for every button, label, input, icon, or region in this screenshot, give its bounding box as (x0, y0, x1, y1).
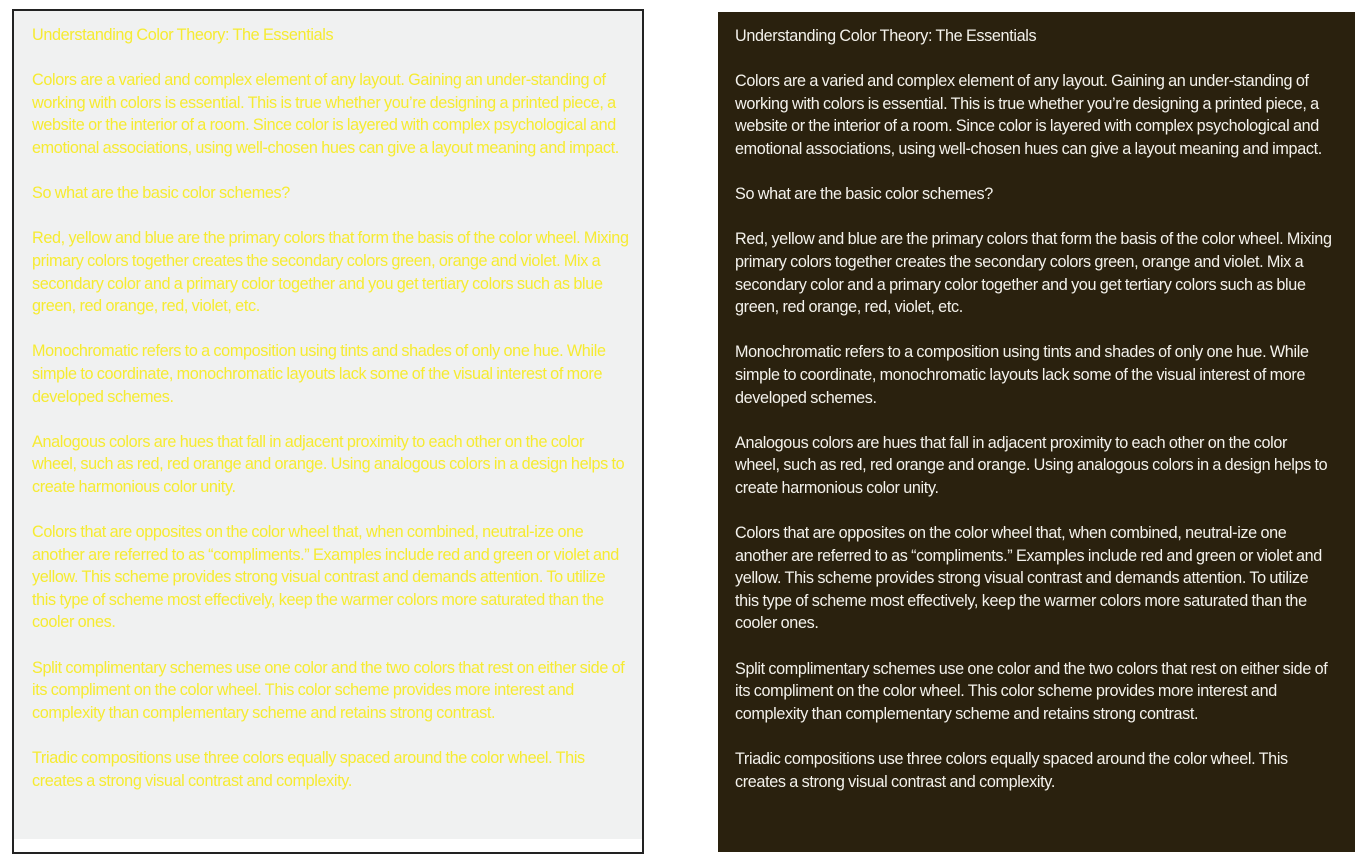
article-paragraph: Monochromatic refers to a composition using tints and shades of only one hue. While simple to coordinate, monochromatic layouts lack some of the visual interest of more developed schemes. (32, 342, 606, 406)
low-contrast-article (32, 24, 632, 815)
article-paragraph: Colors that are opposites on the color wheel that, when combined, neutral-ize one another are referred to as “compliments.” Examples include red and green or violet and yellow. This scheme provides strong visual contrast and demands attention. To utilize this type of scheme most effectively, keep the warmer colors more saturated than the cooler ones. (735, 524, 1322, 633)
article-paragraph: Triadic compositions use three colors equally spaced around the color wheel. This creates a strong visual contrast and complexity. (32, 749, 585, 790)
article-paragraph: So what are the basic color schemes? (32, 184, 290, 203)
article-paragraph: So what are the basic color schemes? (735, 185, 993, 204)
article-paragraph: Colors are a varied and complex element of any layout. Gaining an under-standing of working with colors is essential. This is true whether you’re designing a printed piece, a website or the interior of a room. Since color is layered with complex psychological and emotional associations, using well-chosen hues can give a layout meaning and impact. (735, 72, 1322, 158)
high-contrast-article (735, 25, 1335, 816)
article-paragraph: Red, yellow and blue are the primary colors that form the basis of the color wheel. Mixing primary colors together creates the secondary colors green, orange and violet. Mix a secondary color and a primary color together and you get tertiary colors such as blue green, red orange, red, violet, etc. (735, 230, 1332, 317)
article-paragraph: Analogous colors are hues that fall in adjacent proximity to each other on the color wheel, such as red, red orange and orange. Using analogous colors in a design helps to create harmonious color unity. (735, 433, 1328, 497)
article-title: Understanding Color Theory: The Essentials (32, 26, 334, 44)
article-paragraph: Split complimentary schemes use one color and the two colors that rest on either side of its compliment on the color wheel. This color scheme provides more interest and complexity than complementary scheme and retains strong contrast. (735, 659, 1328, 723)
article-paragraph: Split complimentary schemes use one color and the two colors that rest on either side of its compliment on the color wheel. This color scheme provides more interest and complexity than complementary scheme and retains strong contrast. (32, 658, 625, 722)
low-contrast-panel-background (14, 11, 642, 839)
article-paragraph: Colors are a varied and complex element of any layout. Gaining an under-standing of working with colors is essential. This is true whether you’re designing a printed piece, a website or the interior of a room. Since color is layered with complex psychological and emotional associations, using well-chosen hues can give a layout meaning and impact. (32, 71, 619, 157)
article-paragraph: Analogous colors are hues that fall in adjacent proximity to each other on the color wheel, such as red, red orange and orange. Using analogous colors in a design helps to create harmonious color unity. (32, 432, 625, 496)
article-title: Understanding Color Theory: The Essentials (735, 27, 1037, 45)
high-contrast-panel (718, 12, 1355, 852)
article-paragraph: Monochromatic refers to a composition using tints and shades of only one hue. While simple to coordinate, monochromatic layouts lack some of the visual interest of more developed schemes. (735, 343, 1309, 407)
article-paragraph: Colors that are opposites on the color wheel that, when combined, neutral-ize one another are referred to as “compliments.” Examples include red and green or violet and yellow. This scheme provides strong visual contrast and demands attention. To utilize this type of scheme most effectively, keep the warmer colors more saturated than the cooler ones. (32, 523, 619, 632)
article-paragraph: Triadic compositions use three colors equally spaced around the color wheel. This creates a strong visual contrast and complexity. (735, 750, 1288, 791)
article-paragraph: Red, yellow and blue are the primary colors that form the basis of the color wheel. Mixing primary colors together creates the secondary colors green, orange and violet. Mix a secondary color and a primary color together and you get tertiary colors such as blue green, red orange, red, violet, etc. (32, 229, 629, 316)
low-contrast-panel (12, 9, 644, 854)
